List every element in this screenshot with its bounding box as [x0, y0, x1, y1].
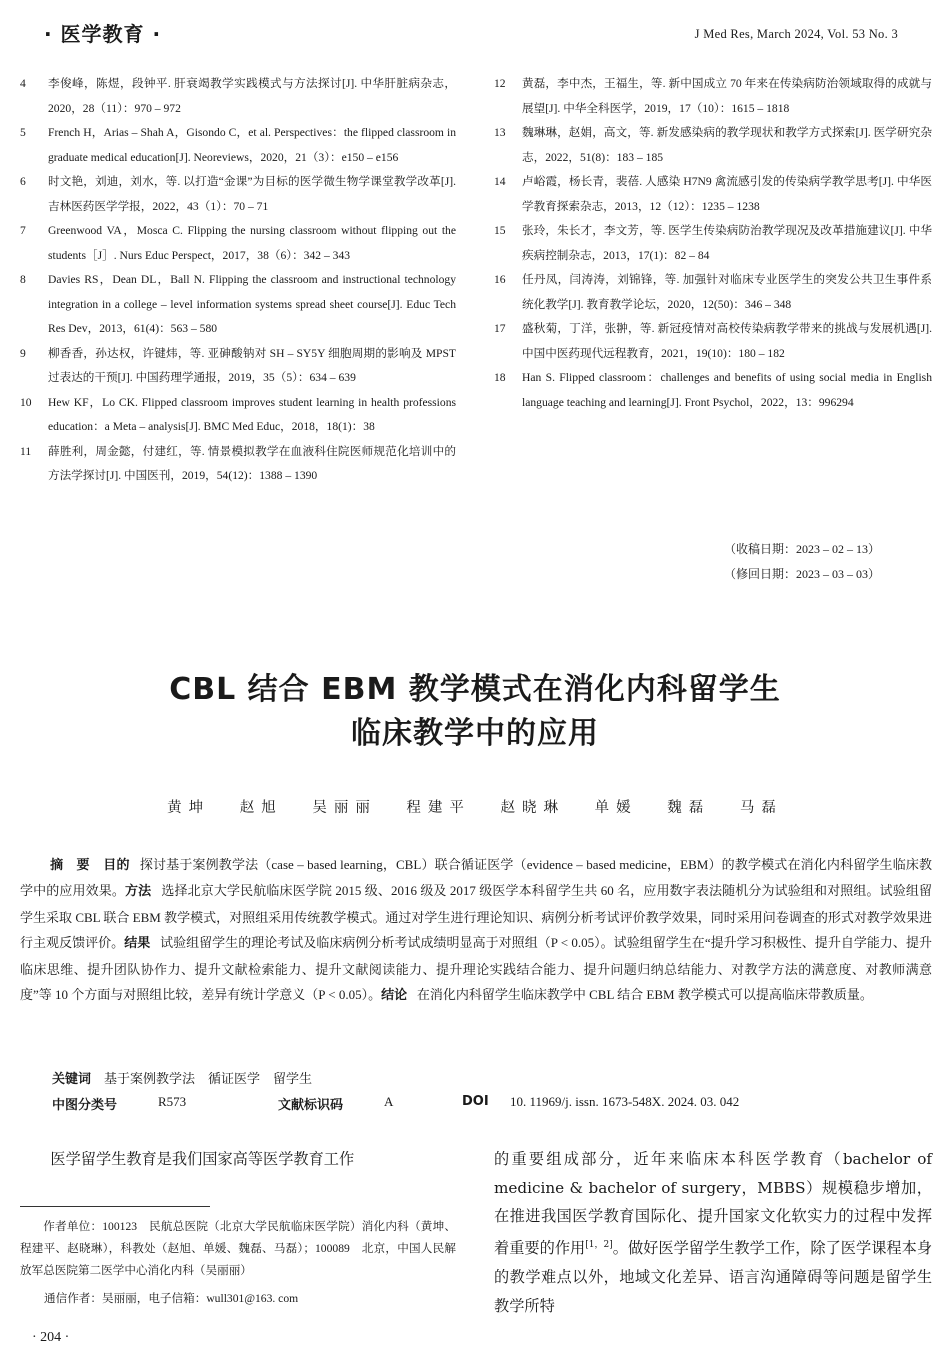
reference-item: [20, 268, 456, 342]
reference-text: 薛胜利，周金懿，付建红，等. 情景模拟教学在血液科住院医师规范化培训中的方法学探讨[J]. 中国医刊，2019，54(12)：1388 – 1390: [48, 444, 456, 482]
reference-item: [494, 72, 932, 121]
article-title: [0, 668, 950, 756]
references-right-column: [494, 72, 932, 415]
journal-citation-header: J Med Res, March 2024, Vol. 53 No. 3: [694, 27, 898, 41]
clc-label: 中图分类号: [52, 1098, 118, 1113]
keywords-label: 关键词: [52, 1072, 92, 1087]
reference-number: 5: [20, 126, 26, 139]
section-header: · 医学教育 ·: [44, 22, 162, 46]
clc-value: R573: [158, 1094, 187, 1109]
reference-number: 14: [494, 175, 506, 188]
author-list: 黄坤 赵旭 吴丽丽 程建平 赵晓琳 单媛 魏磊 马磊: [167, 800, 783, 816]
doc-code-value: A: [384, 1094, 394, 1109]
reference-item: [494, 366, 932, 415]
reference-item: [494, 268, 932, 317]
body-right-text-2: 。做好医学留学生教学工作，除了医学课程本身的教学难点以外，地域文化差异、语言沟通障碍等问题是留学生教学所特: [494, 1239, 932, 1315]
reference-number: 17: [494, 322, 506, 335]
reference-number: 8: [20, 273, 26, 286]
results-text: 试验组留学生的理论考试及临床病例分析考试成绩明显高于对照组（P < 0.05）。试验组留学生在“提升学习积极性、提升自学能力、提升临床思维、提升团队协作力、提升文献检索能力、提升文献阅读能力、提升理论实践结合能力、提升问题归纳总结能力、对教学方法的满意度、对教师满意度”等 10 个方面与对照组比较，差异有统计学意义（P < 0.05）。: [20, 935, 932, 1003]
reference-number: 9: [20, 346, 26, 360]
affiliation-footnote: 作者单位：100123 民航总医院（北京大学民航临床医学院）消化内科（黄坤、程建平、赵晓琳），科教处（赵旭、单媛、魏磊、马磊）；100089 北京，中国人民解放军总医院第二医学中心消化内科（吴丽丽）: [20, 1220, 456, 1277]
title-line-1: CBL 结合 EBM 教学模式在消化内科留学生: [169, 672, 781, 707]
footnote-divider: [20, 1206, 210, 1207]
keywords-text: 基于案例教学法 循证医学 留学生: [104, 1071, 313, 1086]
reference-text: 魏琳琳，赵娟，高文，等. 新发感染病的教学现状和教学方式探索[J]. 医学研究杂志，2022，51(8)：183 – 185: [522, 126, 932, 164]
reference-item: [20, 342, 456, 391]
title-line-2: 临床教学中的应用: [351, 716, 599, 751]
reference-number: 10: [20, 395, 32, 409]
methods-text: 选择北京大学民航临床医学院 2015 级、2016 级及 2017 级医学本科留学生共 60 名，应用数字表法随机分为试验组和对照组。试验组留学生采取 CBL 联合 EBM 教学模式，对照组采用传统教学模式。通过对学生进行理论知识、病例分析考试评价教学效果，同时采用问卷调查的形式对教学效果进行主观反馈评价。: [20, 883, 932, 951]
abstract: [20, 852, 932, 1008]
reference-number: 7: [20, 224, 26, 237]
body-right-text-1: 的重要组成部分，近年来临床本科医学教育（bachelor of medicine & bachelor of surgery，MBBS）规模稳步增加，在推进我国医学教育国际化、提升国家文化软实力的过程中发挥着重要的作用: [494, 1150, 932, 1258]
doi-value: 10. 11969/j. issn. 1673-548X. 2024. 03. 042: [510, 1094, 740, 1109]
page-number: · 204 ·: [32, 1330, 70, 1345]
body-text-right: [494, 1145, 932, 1320]
reference-text: Greenwood VA，Mosca C. Flipping the nursing classroom without flipping out the students［J］. Nurs Educ Perspect，2017，38（6）：342 – 343: [48, 224, 456, 262]
reference-text: 盛秋菊，丁洋，张翀，等. 新冠疫情对高校传染病教学带来的挑战与发展机遇[J]. 中国中医药现代远程教育，2021，19(10)：180 – 182: [522, 322, 932, 360]
reference-number: 6: [20, 175, 26, 188]
reference-item: [494, 317, 932, 366]
abstract-label: 摘 要: [50, 858, 90, 873]
reference-item: [20, 121, 456, 170]
reference-text: Davies RS，Dean DL，Ball N. Flipping the classroom and instructional technology integration in a college – level information systems spread sheet course[J]. Educ Tech Res Dev，2013，61(4)：563 – 580: [48, 273, 456, 335]
reference-text: 李俊峰，陈煜，段钟平. 肝衰竭教学实践模式与方法探讨[J]. 中华肝脏病杂志，2020，28（11）：970 – 972: [48, 77, 456, 115]
reference-item: [20, 219, 456, 268]
reference-number: 12: [494, 77, 506, 90]
keywords-line: [52, 1068, 312, 1087]
references-left-column: [20, 72, 456, 489]
reference-number: 15: [494, 224, 506, 237]
reference-text: 柳香香，孙达权，许键炜，等. 亚砷酸钠对 SH – SY5Y 细胞周期的影响及 MPST 过表达的干预[J]. 中国药理学通报，2019，35（5）：634 – 639: [48, 346, 456, 384]
reference-number: 4: [20, 77, 26, 90]
reference-item: [494, 219, 932, 268]
objective-label: 目的: [103, 858, 130, 873]
reference-number: 18: [494, 371, 506, 384]
reference-item: [494, 121, 932, 170]
conclusion-label: 结论: [381, 988, 408, 1004]
revised-date: （修回日期：2023 – 03 – 03）: [724, 567, 881, 581]
reference-item: [20, 391, 456, 440]
reference-text: French H，Arias – Shah A，Gisondo C，et al. Perspectives：the flipped classroom in graduate medical education[J]. Neoreviews，2020，21（3）：e150 – e156: [48, 126, 456, 164]
objective-text: 探讨基于案例教学法（case – based learning，CBL）联合循证医学（evidence – based medicine，EBM）的教学模式在消化内科留学生临床教学中的应用效果。: [20, 857, 933, 899]
correspondence-footnote: 通信作者：吴丽丽，电子信箱：wull301@163. com: [44, 1292, 299, 1305]
conclusion-text: 在消化内科留学生临床教学中 CBL 结合 EBM 教学模式可以提高临床带教质量。: [416, 987, 873, 1003]
results-label: 结果: [124, 936, 151, 952]
reference-item: [494, 170, 932, 219]
reference-text: Hew KF，Lo CK. Flipped classroom improves student learning in health professions education：a Meta – analysis[J]. BMC Med Educ，2018，18(1)：38: [48, 395, 456, 433]
reference-number: 16: [494, 273, 506, 286]
received-date: （收稿日期：2023 – 02 – 13）: [724, 542, 881, 556]
doc-code-label: 文献标识码: [278, 1098, 344, 1113]
reference-text: 张玲，朱长才，李文芳，等. 医学生传染病防治教学现况及改革措施建议[J]. 中华疾病控制杂志，2013，17(1)：82 – 84: [522, 224, 932, 262]
reference-number: 11: [20, 444, 32, 458]
reference-item: [20, 72, 456, 121]
reference-text: 时文艳，刘迪，刘水，等. 以打造“金课”为目标的医学微生物学课堂教学改革[J]. 吉林医药医学学报，2022，43（1）：70 – 71: [48, 175, 456, 213]
methods-label: 方法: [124, 884, 152, 900]
body-text-left: 医学留学生教育是我们国家高等医学教育工作: [50, 1150, 355, 1168]
citation-superscript: [1，2]: [585, 1240, 613, 1251]
doi-label: DOI: [462, 1094, 489, 1109]
reference-number: 13: [494, 126, 506, 139]
reference-item: [20, 170, 456, 219]
reference-text: 卢峪霞，杨长青，裴蓓. 人感染 H7N9 禽流感引发的传染病学教学思考[J]. 中华医学教育探索杂志，2013，12（12）：1235 – 1238: [522, 175, 932, 213]
reference-text: Han S. Flipped classroom：challenges and benefits of using social media in English language teaching and learning[J]. Front Psychol，2022，13：996294: [522, 371, 932, 409]
reference-text: 任丹凤，闫涛涛，刘锦锋，等. 加强针对临床专业医学生的突发公共卫生事件系统化教学[J]. 教育教学论坛，2020，12(50)：346 – 348: [522, 273, 932, 311]
reference-item: [20, 440, 456, 489]
reference-text: 黄磊，李中杰，王福生，等. 新中国成立 70 年来在传染病防治领域取得的成就与展望[J]. 中华全科医学，2019，17（10）：1615 – 1818: [522, 77, 932, 115]
